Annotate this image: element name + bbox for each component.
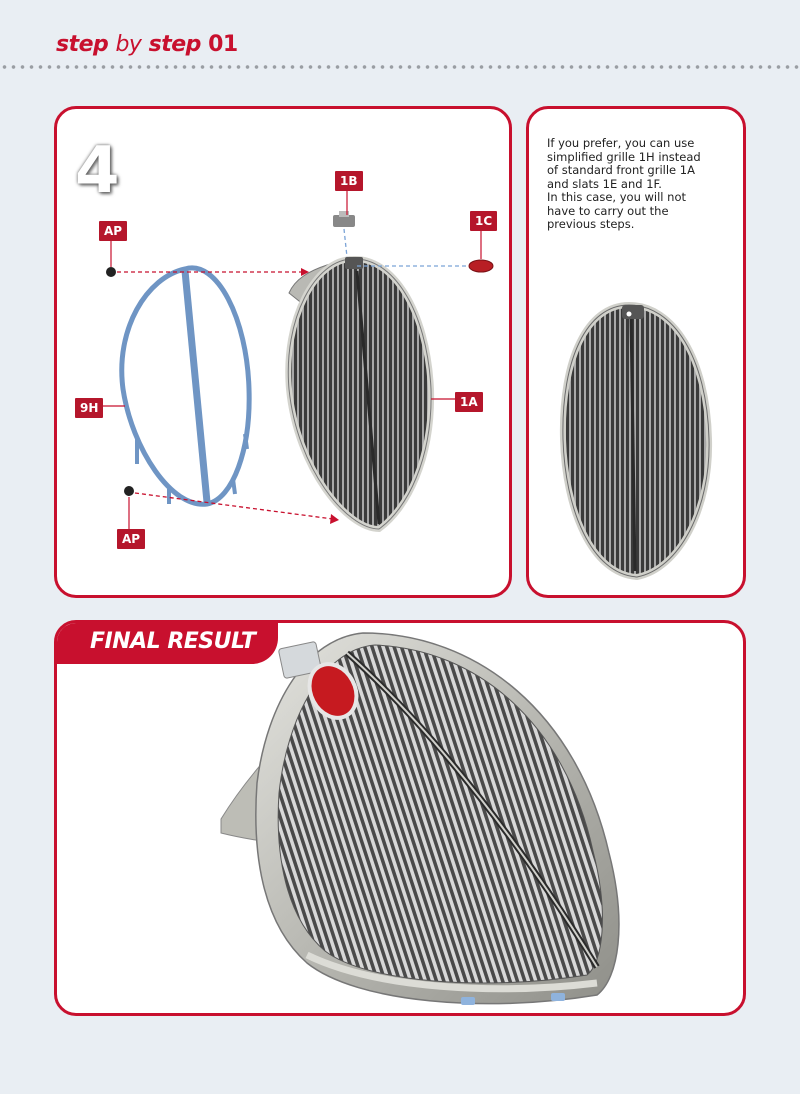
final-title: FINAL RESULT <box>90 629 256 654</box>
label-ap-top: AP <box>99 221 127 241</box>
final-grille-image <box>57 623 743 1013</box>
note-line: of standard front grille 1A <box>547 163 695 177</box>
header-word-by: by <box>115 32 142 57</box>
note-line: In this case, you will not <box>547 190 686 204</box>
header-word-step-2: step <box>148 32 201 57</box>
grille-1h-image <box>529 109 743 595</box>
page-header <box>56 32 238 57</box>
note-line: previous steps. <box>547 217 635 231</box>
label-1b: 1B <box>335 171 363 191</box>
label-1c: 1C <box>470 211 497 231</box>
dotted-divider <box>0 64 800 70</box>
note-line: have to carry out the <box>547 203 669 218</box>
note-line: simplified grille 1H instead <box>547 149 701 164</box>
step-number: 4 <box>75 134 120 208</box>
header-word-step: step <box>56 32 109 57</box>
header-number: 01 <box>208 32 238 57</box>
screw-bottom-image <box>124 486 134 496</box>
note-line: If you prefer, you can use <box>547 136 695 150</box>
label-9h: 9H <box>75 398 103 418</box>
frame-9h-image <box>122 268 249 504</box>
grille-1a-image <box>288 257 431 529</box>
label-1a: 1A <box>455 392 483 412</box>
note-panel <box>526 106 746 598</box>
final-panel <box>54 620 746 1016</box>
note-line: and slats 1E and 1F. <box>547 176 662 191</box>
badge-1c-image <box>469 260 493 272</box>
step-diagram <box>57 109 509 595</box>
clip-1b-image <box>333 211 355 227</box>
screw-top-image <box>106 267 116 277</box>
step-panel <box>54 106 512 598</box>
label-ap-bottom: AP <box>117 529 145 549</box>
